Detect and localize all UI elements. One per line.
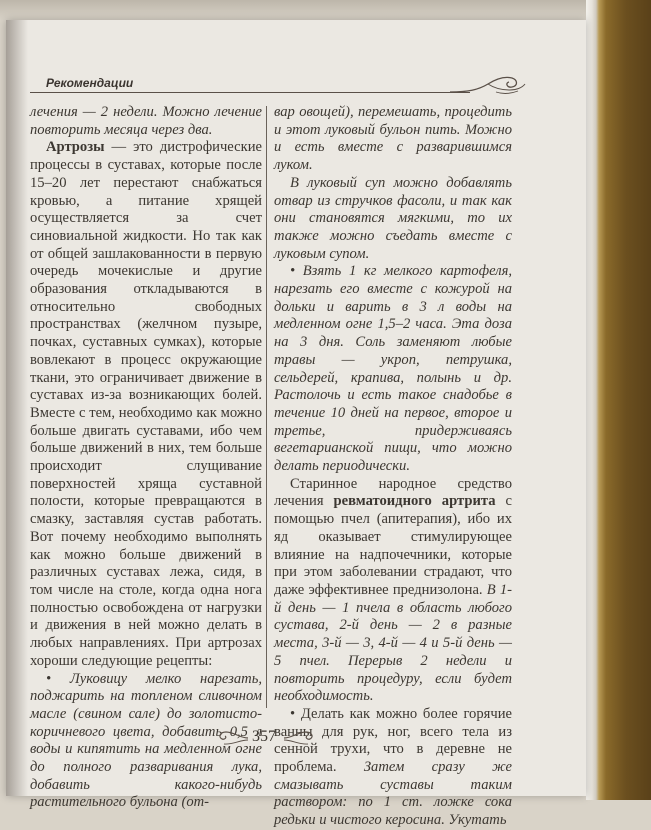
binding-shadow (6, 20, 28, 796)
left-flourish-icon (214, 728, 250, 748)
right-column (274, 104, 512, 830)
paragraph-text: Затем сразу же смазывать суставы таким раствором: по 1 ст. ложке сока редьки и чистого керосина. Укутать (274, 759, 512, 829)
header-rule (30, 92, 470, 93)
column-divider (266, 106, 267, 708)
left-column (30, 104, 262, 812)
recipe-paragraph: • Луковицу мелко нарезать, поджарить на топленом сливочном масле (свином сале) до золотисто-коричневого цвета, добавить 0,5 л воды и кипятить на медленном огне до полного разваривания лука, добавить какого-нибудь растительного бульона (от- (30, 670, 262, 811)
recipe-paragraph (274, 706, 512, 830)
paragraph (30, 139, 262, 670)
paragraph-text: — это дистрофические процессы в суставах, которые после 15–20 лет перестают снабжаться кровью, а питание хрящей осуществляется за счет синовиальной жидкости. Но так как от общей зашлакованности в первую очередь мочекислые и другие образования откладываются в относительно свободных пространствах (желчном пузыре, почках, суставных сумках), которые вовлекают в процесс окружающие ткани, это ограничивает движение в суставах из-за возникающих болей. Вместе с тем, необходимо как можно больше двигать суставами, ибо чем больше движений в них, тем больше происходит слущивание поверхностей хряща суставной полости, которые превращаются в смазку, заставляя сустав работать. Вот почему необходимо выполнять как можно больше движений в различных суставах лежа, сидя, в том числе на столе, когда одна нога полностью освобождена от нагрузки и движения в ней можно делать в любых направлениях. При артрозах хороши следующие рецепты: (30, 139, 262, 669)
term-arthrosis: Артрозы (46, 139, 105, 156)
running-header (30, 72, 500, 96)
paragraph: лечения — 2 недели. Можно лечение повторить месяца через два. (30, 104, 262, 138)
paragraph-text: • Делать как можно более горячие ванны для рук, ног, всего тела из сенной трухи, что в деревне не проблема. (274, 705, 512, 776)
paragraph-text: Старинное народное средство лечения (274, 475, 512, 510)
book-cover-edge (586, 0, 651, 800)
page-number: 357 (252, 728, 276, 745)
book-top-edge (0, 0, 651, 20)
recipe-paragraph: • Взять 1 кг мелкого картофеля, нарезать его вместе с кожурой на дольки и варить в 3 л воды на медленном огне 1,5–2 часа. Эта доза на 3 дня. Соль заменяют любые травы — укроп, петрушка, сельдерей, крапива, полынь и др. Растолочь и есть такое снадобье в течение 10 дней на первое, второе и третье, придерживаясь вегетарианской пищи, что можно делать периодически. (274, 263, 512, 475)
header-title: Рекомендации (46, 76, 134, 90)
paragraph: В луковый суп можно добавлять отвар из стручков фасоли, и так как они становятся мягкими, то их также можно съедать вместе с луковым супом. (274, 174, 512, 262)
right-flourish-icon (282, 728, 318, 748)
flourish-ornament-icon (448, 72, 528, 96)
paragraph (274, 476, 512, 706)
paragraph: вар овощей), перемешать, процедить и этот луковый бульон пить. Можно и есть вместе с разварившимся луком. (274, 104, 512, 174)
page-footer (214, 726, 314, 750)
term-rheumatoid-arthritis: ревматоидного артрита (333, 493, 496, 510)
paragraph-text: В 1-й день — 1 пчела в область любого сустава, 2-й день — 2 в разные места, 3-й — 3, 4-й — 4 и 5-й день — 5 пчел. Перерыв 2 недели и повторить процедуру, если будет необходимость. (274, 581, 512, 705)
paragraph-text: с помощью пчел (апитерапия), ибо их яд оказывает стимулирующее влияние на надпочечники, которые при этом заболевании страдают, что даже эффективнее преднизолона. (274, 493, 512, 598)
